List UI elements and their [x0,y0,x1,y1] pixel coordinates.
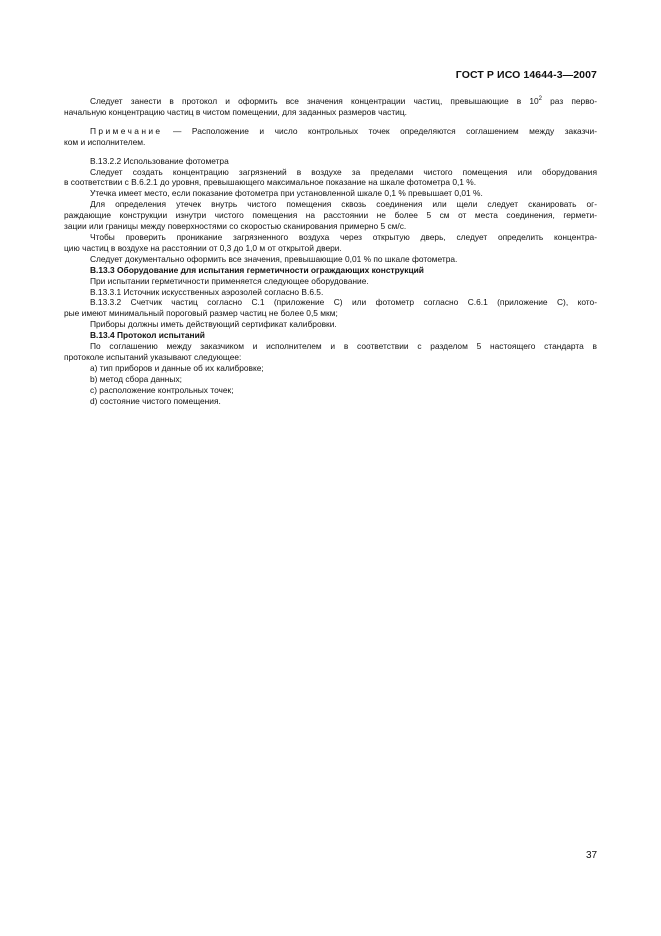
note-label: Примечание [90,125,163,136]
list-item: d) состояние чистого помещения. [90,395,221,406]
paragraph-b1331: B.13.3.1 Источник искусственных аэрозолей согласно B.6.5. [90,286,324,297]
paragraph-report-cont: протоколе испытаний указывают следующее: [64,351,242,362]
subsection-heading-b1322: B.13.2.2 Использование фотометра [90,155,229,166]
document-body [64,96,597,406]
paragraph-scan: Для определения утечек внутрь чистого помещения сквозь соединения или щели следует сканировать ог- [90,199,597,210]
paragraph-report: По соглашению между заказчиком и исполнителем и в соответствии с разделом 5 настоящего стандарта в [90,341,597,352]
paragraph-document: Следует документально оформить все значения, превышающие 0,01 % по шкале фотометра. [90,253,458,264]
note-paragraph: Примечание — Расположение и число контрольных точек определяются соглашением между заказчи- [90,125,597,136]
list-item: a) тип приборов и данные об их калибровке; [90,362,264,373]
paragraph-concentration-cont: начальную концентрацию частиц в чистом помещении, для заданных размеров частиц. [64,106,407,117]
paragraph-scan-cont2: зации или границы между поверхностями со скоростью сканирования примерно 5 см/с. [64,221,407,232]
paragraph-concentration: Следует занести в протокол и оформить все значения концентрации частиц, превышающие в $10^2$ раз перво- [90,96,597,106]
section-heading-b133: B.13.3 Оборудование для испытания герметичности ограждающих конструкций [90,264,424,275]
paragraph-photometer-cont: в соответствии с B.6.2.1 до уровня, превышающего максимальное показание на шкале фотометра 0,1 %. [64,177,477,188]
paragraph-equipment: При испытании герметичности применяется следующее оборудование. [90,275,369,286]
list-item: b) метод сбора данных; [90,373,182,384]
note-paragraph-cont: ком и исполнителем. [64,136,146,147]
page-number: 37 [586,850,598,861]
paragraph-photometer: Следует создать концентрацию загрязнений в воздухе за пределами чистого помещения или оборудования [90,166,597,177]
paragraph-door-cont: цию частиц в воздухе на расстоянии от 0,3 до 1,0 м от открытой двери. [64,242,342,253]
paragraph-scan-cont: раждающие конструкции изнутри чистого помещения на расстоянии не более 5 см от места соединения, гермети- [64,210,597,221]
paragraph-b1332: B.13.3.2 Счетчик частиц согласно C.1 (приложение C) или фотометр согласно C.6.1 (приложение C), кото- [90,297,597,308]
paragraph-b1332-cont: рые имеют минимальный пороговый размер частиц не более 0,5 мкм; [64,308,338,319]
paragraph-door: Чтобы проверить проникание загрязненного воздуха через открытую дверь, следует определить концентра- [90,231,597,242]
list-item: c) расположение контрольных точек; [90,384,234,395]
document-header: ГОСТ Р ИСО 14644-3—2007 [455,69,597,81]
section-heading-b134: B.13.4 Протокол испытаний [90,330,205,341]
paragraph-leak: Утечка имеет место, если показание фотометра при установленной шкале 0,1 % превышает 0,01 %. [90,188,483,199]
paragraph-certificate: Приборы должны иметь действующий сертификат калибровки. [90,319,337,330]
